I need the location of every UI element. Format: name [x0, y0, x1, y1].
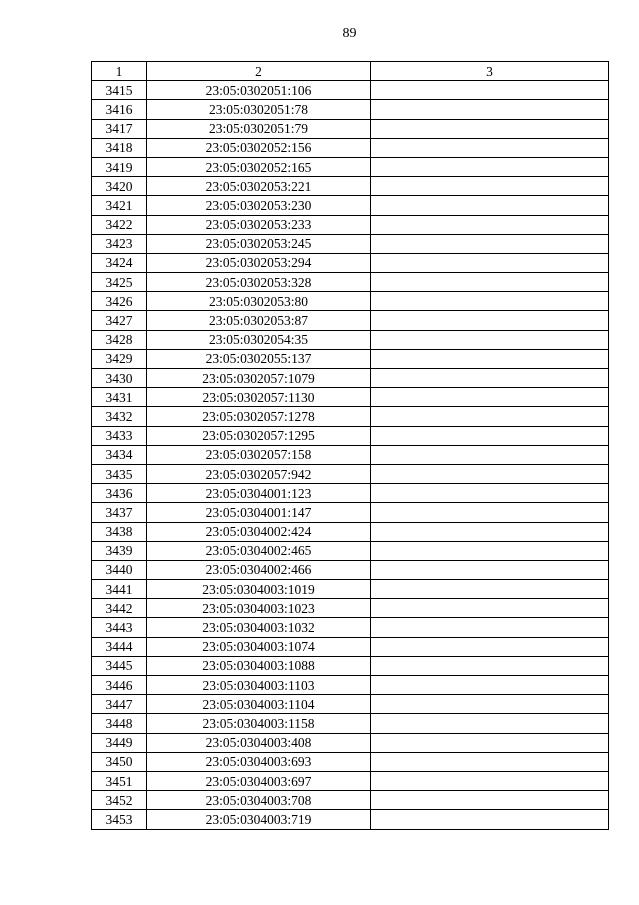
- table-row: [92, 695, 609, 714]
- table-cell-col-2: 23:05:0302057:942: [147, 464, 371, 483]
- table-cell-col-2: 23:05:0304003:1104: [147, 695, 371, 714]
- table-row: [92, 253, 609, 272]
- table-cell-col-3: [371, 656, 609, 675]
- table-cell-col-2: 23:05:0302053:294: [147, 253, 371, 272]
- table-cell-col-1: 3446: [92, 676, 147, 695]
- table-row: [92, 810, 609, 829]
- data-table: [91, 61, 609, 830]
- table-cell-col-1: 3415: [92, 81, 147, 100]
- table-cell-col-1: 3437: [92, 503, 147, 522]
- table-cell-col-2: 23:05:0302055:137: [147, 349, 371, 368]
- table-cell-col-2: 23:05:0304003:1019: [147, 580, 371, 599]
- page-number: 89: [342, 26, 357, 41]
- table-cell-col-1: 3431: [92, 388, 147, 407]
- table-cell-col-1: 3434: [92, 445, 147, 464]
- table-row: [92, 273, 609, 292]
- table-cell-col-3: [371, 330, 609, 349]
- table-cell-col-2: 23:05:0302052:165: [147, 157, 371, 176]
- table-row: [92, 714, 609, 733]
- table-cell-col-1: 3452: [92, 791, 147, 810]
- header-col-1: 1: [92, 62, 147, 81]
- table-cell-col-3: [371, 196, 609, 215]
- table-cell-col-1: 3430: [92, 369, 147, 388]
- header-col-3: 3: [371, 62, 609, 81]
- table-cell-col-3: [371, 618, 609, 637]
- table-cell-col-3: [371, 407, 609, 426]
- table-row: [92, 771, 609, 790]
- table-cell-col-1: 3427: [92, 311, 147, 330]
- table-row: [92, 349, 609, 368]
- table-row: [92, 100, 609, 119]
- table-row: [92, 752, 609, 771]
- table-cell-col-2: 23:05:0302052:156: [147, 138, 371, 157]
- table-row: [92, 733, 609, 752]
- header-row: [92, 62, 609, 81]
- table-cell-col-1: 3447: [92, 695, 147, 714]
- table-row: [92, 81, 609, 100]
- table-row: [92, 157, 609, 176]
- table-cell-col-3: [371, 714, 609, 733]
- table-cell-col-3: [371, 810, 609, 829]
- table-cell-col-1: 3438: [92, 522, 147, 541]
- table-cell-col-3: [371, 522, 609, 541]
- table-cell-col-3: [371, 791, 609, 810]
- table-cell-col-3: [371, 695, 609, 714]
- table-cell-col-2: 23:05:0302053:230: [147, 196, 371, 215]
- table-cell-col-3: [371, 157, 609, 176]
- table-cell-col-3: [371, 119, 609, 138]
- table-cell-col-2: 23:05:0302053:233: [147, 215, 371, 234]
- table-cell-col-3: [371, 215, 609, 234]
- table-cell-col-2: 23:05:0304001:123: [147, 484, 371, 503]
- table-cell-col-3: [371, 292, 609, 311]
- table-cell-col-3: [371, 349, 609, 368]
- table-cell-col-1: 3420: [92, 177, 147, 196]
- table-row: [92, 215, 609, 234]
- table-cell-col-2: 23:05:0304002:466: [147, 560, 371, 579]
- table-cell-col-3: [371, 81, 609, 100]
- table-row: [92, 656, 609, 675]
- table-cell-col-3: [371, 464, 609, 483]
- table-cell-col-2: 23:05:0304003:1103: [147, 676, 371, 695]
- table-cell-col-2: 23:05:0302051:106: [147, 81, 371, 100]
- table-row: [92, 311, 609, 330]
- table-cell-col-3: [371, 273, 609, 292]
- table-cell-col-2: 23:05:0304003:1023: [147, 599, 371, 618]
- table-row: [92, 426, 609, 445]
- table-row: [92, 119, 609, 138]
- table-row: [92, 292, 609, 311]
- table-cell-col-2: 23:05:0304003:1158: [147, 714, 371, 733]
- table-cell-col-1: 3416: [92, 100, 147, 119]
- table-row: [92, 580, 609, 599]
- table-cell-col-1: 3453: [92, 810, 147, 829]
- table-cell-col-1: 3424: [92, 253, 147, 272]
- table-cell-col-2: 23:05:0302057:1130: [147, 388, 371, 407]
- table-row: [92, 196, 609, 215]
- table-row: [92, 637, 609, 656]
- table-cell-col-3: [371, 541, 609, 560]
- table-cell-col-1: 3422: [92, 215, 147, 234]
- table-cell-col-3: [371, 445, 609, 464]
- table-row: [92, 138, 609, 157]
- table-cell-col-2: 23:05:0302053:80: [147, 292, 371, 311]
- table-row: [92, 464, 609, 483]
- table-cell-col-1: 3436: [92, 484, 147, 503]
- table-row: [92, 618, 609, 637]
- table-cell-col-2: 23:05:0302057:158: [147, 445, 371, 464]
- table-cell-col-1: 3425: [92, 273, 147, 292]
- table-cell-col-3: [371, 234, 609, 253]
- table-cell-col-3: [371, 484, 609, 503]
- table-cell-col-1: 3448: [92, 714, 147, 733]
- table-cell-col-3: [371, 752, 609, 771]
- table-cell-col-2: 23:05:0302051:78: [147, 100, 371, 119]
- table-cell-col-1: 3429: [92, 349, 147, 368]
- table-row: [92, 541, 609, 560]
- table-cell-col-1: 3450: [92, 752, 147, 771]
- table-cell-col-1: 3426: [92, 292, 147, 311]
- header-col-2: 2: [147, 62, 371, 81]
- table-cell-col-3: [371, 426, 609, 445]
- table-header: [92, 62, 609, 81]
- table-cell-col-2: 23:05:0302054:35: [147, 330, 371, 349]
- table-cell-col-1: 3445: [92, 656, 147, 675]
- table-cell-col-3: [371, 369, 609, 388]
- table-cell-col-2: 23:05:0302053:221: [147, 177, 371, 196]
- table-cell-col-1: 3439: [92, 541, 147, 560]
- table-row: [92, 484, 609, 503]
- table-row: [92, 388, 609, 407]
- table-cell-col-1: 3435: [92, 464, 147, 483]
- table-cell-col-2: 23:05:0304003:693: [147, 752, 371, 771]
- table-cell-col-2: 23:05:0302053:328: [147, 273, 371, 292]
- table-cell-col-3: [371, 599, 609, 618]
- table-cell-col-2: 23:05:0302053:87: [147, 311, 371, 330]
- table-cell-col-2: 23:05:0302051:79: [147, 119, 371, 138]
- table-row: [92, 791, 609, 810]
- table-cell-col-2: 23:05:0302053:245: [147, 234, 371, 253]
- table-cell-col-3: [371, 138, 609, 157]
- table-cell-col-3: [371, 560, 609, 579]
- table-cell-col-1: 3421: [92, 196, 147, 215]
- table-cell-col-1: 3432: [92, 407, 147, 426]
- table-cell-col-1: 3441: [92, 580, 147, 599]
- table-row: [92, 503, 609, 522]
- table-cell-col-1: 3433: [92, 426, 147, 445]
- table-cell-col-3: [371, 676, 609, 695]
- table-cell-col-3: [371, 100, 609, 119]
- table-cell-col-1: 3443: [92, 618, 147, 637]
- table-cell-col-3: [371, 580, 609, 599]
- table-cell-col-1: 3428: [92, 330, 147, 349]
- table-body: [92, 81, 609, 829]
- table-cell-col-1: 3451: [92, 771, 147, 790]
- table-cell-col-2: 23:05:0304003:1032: [147, 618, 371, 637]
- table-cell-col-1: 3419: [92, 157, 147, 176]
- table-cell-col-2: 23:05:0304003:697: [147, 771, 371, 790]
- table-cell-col-3: [371, 771, 609, 790]
- table-cell-col-2: 23:05:0304003:1074: [147, 637, 371, 656]
- table-cell-col-2: 23:05:0304001:147: [147, 503, 371, 522]
- table-cell-col-2: 23:05:0304003:1088: [147, 656, 371, 675]
- table-cell-col-1: 3418: [92, 138, 147, 157]
- table-cell-col-2: 23:05:0302057:1079: [147, 369, 371, 388]
- table-row: [92, 330, 609, 349]
- table-cell-col-1: 3442: [92, 599, 147, 618]
- table-cell-col-1: 3423: [92, 234, 147, 253]
- table-cell-col-1: 3449: [92, 733, 147, 752]
- table-row: [92, 560, 609, 579]
- table-cell-col-1: 3444: [92, 637, 147, 656]
- table-cell-col-2: 23:05:0304003:408: [147, 733, 371, 752]
- table-cell-col-2: 23:05:0302057:1295: [147, 426, 371, 445]
- table-cell-col-2: 23:05:0302057:1278: [147, 407, 371, 426]
- table-cell-col-2: 23:05:0304002:465: [147, 541, 371, 560]
- table-cell-col-3: [371, 733, 609, 752]
- table-row: [92, 522, 609, 541]
- table-cell-col-3: [371, 253, 609, 272]
- table-cell-col-3: [371, 637, 609, 656]
- table-row: [92, 234, 609, 253]
- table-cell-col-2: 23:05:0304003:708: [147, 791, 371, 810]
- table-cell-col-1: 3440: [92, 560, 147, 579]
- table-cell-col-3: [371, 503, 609, 522]
- table-row: [92, 445, 609, 464]
- table-cell-col-3: [371, 388, 609, 407]
- table-cell-col-2: 23:05:0304002:424: [147, 522, 371, 541]
- table-row: [92, 177, 609, 196]
- table-cell-col-3: [371, 177, 609, 196]
- table-cell-col-2: 23:05:0304003:719: [147, 810, 371, 829]
- table-row: [92, 599, 609, 618]
- table-row: [92, 407, 609, 426]
- table-row: [92, 676, 609, 695]
- table-cell-col-1: 3417: [92, 119, 147, 138]
- table-row: [92, 369, 609, 388]
- table-cell-col-3: [371, 311, 609, 330]
